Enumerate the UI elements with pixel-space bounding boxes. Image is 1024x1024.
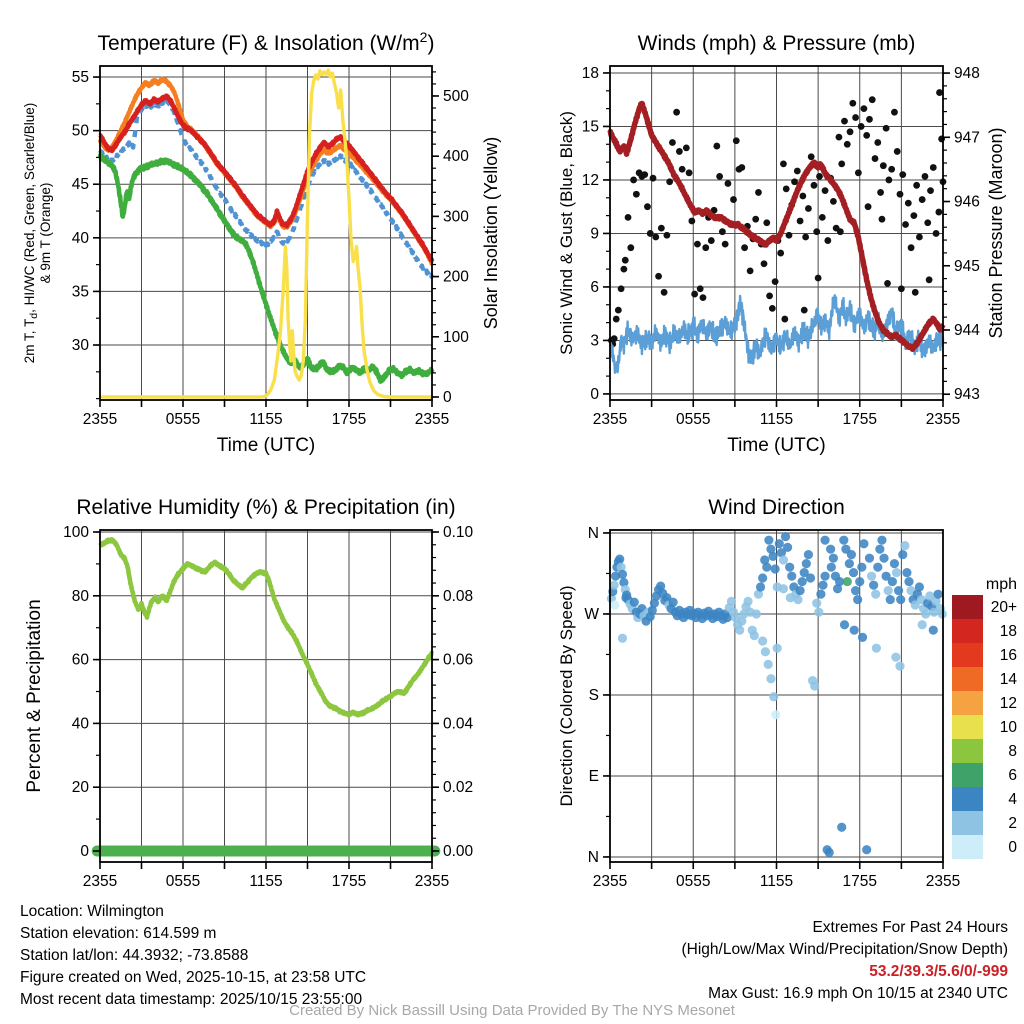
svg-text:2355: 2355 (592, 873, 628, 890)
svg-text:45: 45 (71, 176, 89, 194)
station-location-line: Location: Wilmington (20, 903, 164, 920)
legend-label: 8 (1008, 743, 1017, 760)
max-gust-line: Max Gust: 16.9 mph On 10/15 at 2340 UTC (708, 985, 1008, 1002)
svg-text:18: 18 (581, 64, 599, 82)
x-axis-label: Time (UTC) (727, 435, 826, 456)
svg-text:300: 300 (443, 208, 469, 226)
svg-text:2355: 2355 (592, 411, 628, 428)
legend-swatch-10 (952, 715, 983, 739)
svg-text:W: W (584, 605, 599, 623)
svg-text:2355: 2355 (82, 411, 118, 428)
svg-text:15: 15 (581, 118, 599, 136)
svg-text:0.00: 0.00 (443, 842, 474, 860)
svg-text:0.02: 0.02 (443, 779, 474, 797)
legend-swatch-8 (952, 739, 983, 763)
chart-winds-pressure (557, 32, 1006, 456)
legend-swatch-16 (952, 643, 983, 667)
legend-label: 14 (999, 671, 1017, 688)
svg-text:0: 0 (590, 385, 599, 403)
extremes-values: 53.2/39.3/5.6/0/-999 (869, 963, 1008, 980)
svg-text:0.04: 0.04 (443, 715, 474, 733)
svg-text:2355: 2355 (925, 411, 961, 428)
legend-label: 20+ (990, 599, 1017, 616)
y-left-label-line2: & 9m T (Orange) (38, 182, 53, 284)
legend-label: 16 (999, 647, 1017, 664)
legend-label: 12 (999, 695, 1017, 712)
station-latlon-line: Station lat/lon: 44.3932; -73.8588 (20, 947, 249, 964)
svg-text:9: 9 (590, 225, 599, 243)
y-left-label: Percent & Precipitation (24, 599, 45, 793)
svg-text:1755: 1755 (842, 873, 877, 890)
legend-label: 2 (1008, 815, 1017, 832)
svg-text:945: 945 (954, 257, 980, 275)
legend-swatch-2 (952, 811, 983, 835)
svg-text:944: 944 (954, 321, 980, 339)
legend-label: 4 (1008, 791, 1017, 808)
chart-rh-precip (24, 496, 474, 890)
svg-text:2355: 2355 (82, 873, 118, 890)
station-elevation-line: Station elevation: 614.599 m (20, 925, 217, 942)
legend-swatch-0 (952, 835, 983, 859)
legend-swatch-18 (952, 619, 983, 643)
credit-line: Created By Nick Bassill Using Data Provided By The NYS Mesonet (289, 1002, 735, 1019)
y-left-label: Direction (Colored By Speed) (557, 585, 576, 807)
svg-text:2355: 2355 (414, 873, 450, 890)
svg-text:50: 50 (71, 122, 89, 140)
svg-text:0555: 0555 (676, 873, 711, 890)
svg-text:946: 946 (954, 193, 980, 211)
svg-text:35: 35 (71, 283, 89, 301)
svg-text:3: 3 (590, 332, 599, 350)
svg-text:55: 55 (71, 69, 89, 87)
svg-text:1755: 1755 (842, 411, 877, 428)
legend-swatch-6 (952, 763, 983, 787)
svg-text:1755: 1755 (331, 873, 367, 890)
svg-text:6: 6 (590, 278, 599, 296)
svg-text:943: 943 (954, 386, 980, 404)
svg-text:S: S (588, 686, 599, 704)
svg-text:0: 0 (443, 388, 452, 406)
station-info (20, 901, 366, 1011)
legend-title: mph (985, 576, 1017, 593)
svg-text:40: 40 (71, 229, 89, 247)
legend-swatch-4 (952, 787, 983, 811)
y-right-label: Solar Insolation (Yellow) (481, 136, 501, 330)
svg-text:1155: 1155 (249, 873, 283, 890)
wind-speed-legend (952, 576, 1017, 859)
svg-text:0: 0 (80, 842, 89, 860)
svg-text:500: 500 (443, 87, 469, 105)
svg-text:60: 60 (71, 651, 89, 669)
legend-swatch-20+ (952, 595, 983, 619)
svg-text:100: 100 (443, 328, 469, 346)
svg-text:2355: 2355 (414, 411, 450, 428)
svg-text:2355: 2355 (925, 873, 961, 890)
legend-label: 0 (1008, 839, 1017, 856)
svg-text:947: 947 (954, 129, 980, 147)
svg-text:400: 400 (443, 148, 469, 166)
chart-title: Wind Direction (708, 496, 845, 519)
svg-text:40: 40 (71, 715, 89, 733)
y-left-label: Sonic Wind & Gust (Blue, Black) (557, 111, 576, 355)
svg-text:N: N (587, 848, 599, 866)
extremes-info (682, 917, 1009, 1005)
svg-text:948: 948 (954, 65, 980, 83)
svg-text:30: 30 (71, 337, 89, 355)
x-axis-label: Time (UTC) (216, 435, 316, 456)
svg-text:20: 20 (71, 779, 89, 797)
chart-title: Winds (mph) & Pressure (mb) (637, 32, 916, 55)
figure-created-line: Figure created on Wed, 2025-10-15, at 23:58 UTC (20, 969, 367, 986)
svg-text:1155: 1155 (249, 411, 283, 428)
svg-text:1755: 1755 (331, 411, 367, 428)
legend-swatch-14 (952, 667, 983, 691)
chart-title: Relative Humidity (%) & Precipitation (in) (76, 496, 456, 519)
chart-title: Temperature (F) & Insolation $(W/m^2)$ (97, 29, 435, 55)
svg-text:80: 80 (71, 587, 89, 605)
chart-wind-direction (557, 496, 1017, 890)
extremes-subheading: (High/Low/Max Wind/Precipitation/Snow Depth) (681, 941, 1008, 958)
y-right-label: Station Pressure (Maroon) (986, 127, 1006, 339)
svg-text:0.06: 0.06 (443, 651, 474, 669)
svg-text:100: 100 (63, 524, 89, 542)
legend-label: 18 (999, 623, 1017, 640)
svg-text:0.10: 0.10 (443, 524, 474, 542)
svg-text:0.08: 0.08 (443, 587, 474, 605)
svg-text:0555: 0555 (165, 873, 201, 890)
legend-label: 6 (1008, 767, 1017, 784)
svg-text:1155: 1155 (759, 873, 794, 890)
legend-swatch-12 (952, 691, 983, 715)
extremes-heading: Extremes For Past 24 Hours (812, 919, 1008, 936)
y-left-label-line1: 2m T, $T_d$, HI/WC (Red, Green, Scarlet/Blue) (22, 102, 40, 364)
series-wind-gust (608, 89, 946, 347)
svg-text:1155: 1155 (759, 411, 794, 428)
svg-text:0555: 0555 (165, 411, 201, 428)
svg-text:200: 200 (443, 268, 469, 286)
svg-text:E: E (588, 767, 599, 785)
svg-text:12: 12 (581, 171, 599, 189)
legend-label: 10 (999, 719, 1017, 736)
data-timestamp-line: Most recent data timestamp: 2025/10/15 23:55:00 (20, 991, 363, 1008)
svg-text:N: N (587, 524, 599, 542)
chart-temp-insolation (22, 29, 501, 456)
svg-text:0555: 0555 (676, 411, 711, 428)
